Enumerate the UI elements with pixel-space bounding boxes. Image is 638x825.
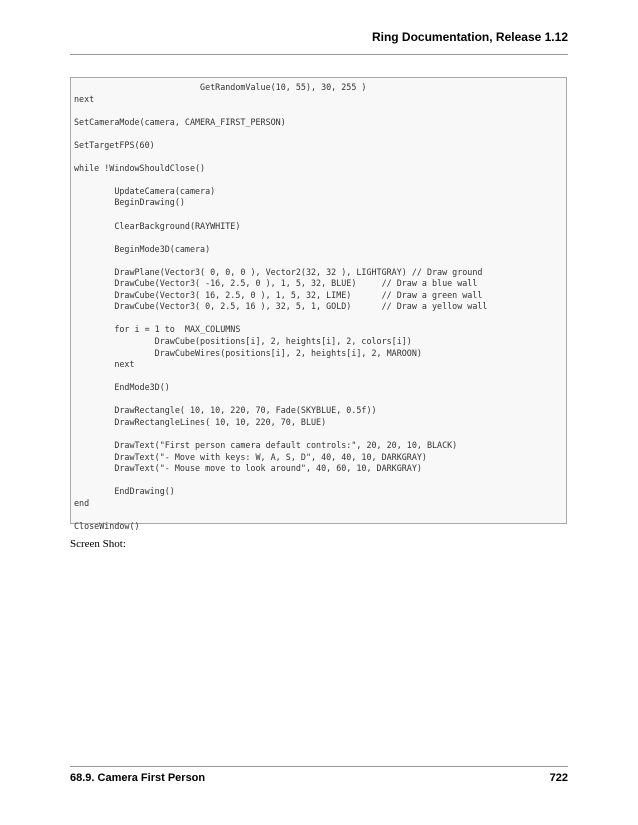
code-line: DrawCubeWires(positions[i], 2, heights[i], 2, MAROON): [74, 347, 422, 358]
code-line: next: [74, 359, 135, 370]
footer-page-number: 722: [549, 772, 568, 784]
code-line: SetCameraMode(camera, CAMERA_FIRST_PERSON): [74, 116, 286, 127]
code-line: next: [74, 93, 95, 104]
footer-section-title: 68.9. Camera First Person: [70, 772, 206, 784]
code-line: DrawText("- Move with keys: W, A, S, D", 40, 40, 10, DARKGRAY): [74, 451, 427, 462]
code-line: end: [74, 497, 90, 508]
code-line: GetRandomValue(10, 55), 30, 255 ): [74, 82, 367, 92]
code-line: DrawText("First person camera default controls:", 20, 20, 10, BLACK): [74, 439, 458, 450]
code-line: SetTargetFPS(60): [74, 139, 155, 150]
code-line: UpdateCamera(camera): [74, 185, 216, 196]
code-line: DrawText("- Mouse move to look around", 40, 60, 10, DARKGRAY): [74, 463, 422, 474]
screen-shot-caption: Screen Shot:: [70, 538, 126, 550]
code-line: DrawRectangle( 10, 10, 220, 70, Fade(SKYBLUE, 0.5f)): [74, 405, 377, 416]
code-line: ClearBackground(RAYWHITE): [74, 220, 241, 231]
code-block: [70, 77, 567, 531]
footer-divider: [70, 766, 568, 767]
code-listing: [70, 82, 487, 532]
code-line: EndDrawing(): [74, 486, 175, 497]
code-line: DrawCube(positions[i], 2, heights[i], 2, colors[i]): [74, 336, 412, 347]
code-line: BeginMode3D(camera): [74, 243, 211, 254]
code-line: for i = 1 to MAX_COLUMNS: [74, 324, 241, 335]
code-line: DrawCube(Vector3( 0, 2.5, 16 ), 32, 5, 1, GOLD) // Draw a yellow wall: [74, 301, 488, 312]
header-divider: [70, 54, 568, 55]
code-line: BeginDrawing(): [74, 197, 185, 208]
code-line: DrawRectangleLines( 10, 10, 220, 70, BLUE): [74, 416, 327, 427]
code-line: DrawCube(Vector3( 16, 2.5, 0 ), 1, 5, 32, LIME) // Draw a green wall: [74, 289, 483, 300]
code-line: DrawPlane(Vector3( 0, 0, 0 ), Vector2(32, 32 ), LIGHTGRAY) // Draw ground: [74, 266, 483, 277]
code-line: while !WindowShouldClose(): [74, 162, 206, 173]
code-line: CloseWindow(): [74, 520, 140, 531]
running-header-title: Ring Documentation, Release 1.12: [371, 30, 568, 44]
code-line: DrawCube(Vector3( -16, 2.5, 0 ), 1, 5, 32, BLUE) // Draw a blue wall: [74, 278, 478, 289]
code-line: EndMode3D(): [74, 382, 170, 393]
